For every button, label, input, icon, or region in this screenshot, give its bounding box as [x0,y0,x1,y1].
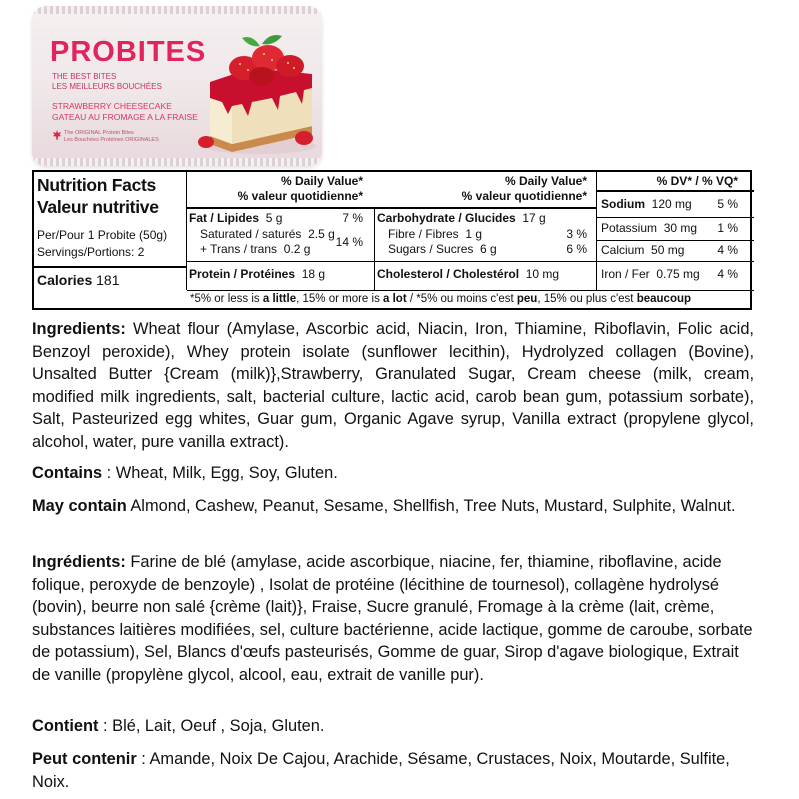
may-contain-en-label: May contain [32,497,127,515]
iron-value: 0.75 mg [656,267,700,281]
maple-leaf-icon [52,130,62,140]
potassium-rule [597,240,754,241]
nutrition-title-en: Nutrition Facts [37,175,156,195]
protein-label: Protein / Protéines [189,267,296,281]
sodium-rule [597,217,754,218]
potassium-label: Potassium [601,221,658,235]
ingredients-fr-text: Farine de blé (amylase, acide ascorbique, niacine, fer, thiamine, riboflavine, acide folique, peroxyde de benzoyle) , Isolat de protéine (lécithine de tournesol), collagène hydrolysé (bovin), beurre non salé {crème (lait)}, Fraise, Sucre granulé, Fromage à la crème (lait, crème, substances laitières modifiées, sel, culture bactérienne, acide lactique, gomme de caroube, sorbate de potassium), Sel, Blancs d'œufs pasteurisés, Gomme de guar, Sirop d'agave biologique, Extrait de vanille (propylène glycol, alcool, eau, extrait de vanille pur). [32,553,753,684]
footnote-bold-4: beaucoup [636,293,692,305]
calories-rule [34,266,186,268]
fibre-value: 1 g [465,227,483,241]
calories-row [37,272,120,288]
header-rule [187,207,596,209]
footnote-bold-3: peu [516,293,538,305]
package-original-line [64,130,174,144]
footnote [190,293,691,306]
fat-dv: 7 % [342,211,363,225]
dv-vq-header: % DV* / % VQ* [656,174,738,188]
trans-label: + Trans / trans [200,242,278,256]
minerals-header-rule [597,190,754,192]
saturated-row [200,228,335,242]
divider-2 [374,208,375,290]
protein-rule [187,261,374,262]
contains-en-text: : Wheat, Milk, Egg, Soy, Gluten. [102,464,338,482]
tagline-fr: LES MEILLEURS BOUCHÉES [52,82,162,91]
carb-row [377,212,546,226]
ingredients-en-label: Ingredients: [32,320,126,338]
may-contain-fr-label: Peut contenir [32,750,137,768]
trans-row [200,243,310,257]
carb-value: 17 g [522,211,546,225]
calories-label: Calories [37,272,93,288]
cheesecake-illustration [192,18,320,158]
potassium-value: 30 mg [663,221,698,235]
dv-header-en-2: % Daily Value* [504,174,587,188]
nutrition-facts-panel [32,170,752,310]
serving-size: Per/Pour 1 Probite (50g) [37,228,168,242]
carb-label: Carbohydrate / Glucides [377,211,516,225]
fat-row [189,212,282,226]
package-crimp-top [32,6,322,14]
tagline-en: THE BEST BITES [52,72,117,81]
sugars-row [388,243,497,257]
footnote-bold-1: a little [262,293,297,305]
calcium-row [601,244,684,258]
ingredients-fr [32,551,754,686]
divider-1 [186,172,187,290]
contains-fr [32,715,754,738]
may-contain-en-text: Almond, Cashew, Peanut, Sesame, Shellfish, Tree Nuts, Mustard, Sulphite, Walnut. [126,497,736,515]
footnote-text-1: *5% or less is [190,293,263,305]
sodium-dv: 5 % [717,197,738,211]
brand-logo: PROBITES [50,36,207,68]
iron-row [601,268,700,282]
sugars-label: Sugars / Sucres [388,242,474,256]
fibre-label: Fibre / Fibres [388,227,459,241]
fibre-dv: 3 % [566,227,587,241]
flavour-en: STRAWBERRY CHEESECAKE [52,101,172,111]
original-en: The ORIGINAL Protein Bites [64,130,134,136]
sodium-row [601,198,692,212]
nutrition-title-fr: Valeur nutritive [37,197,159,217]
product-package [32,6,322,166]
may-contain-fr [32,748,754,793]
saturated-label: Saturated / saturés [200,227,302,241]
dv-header-en-1: % Daily Value* [280,174,363,188]
potassium-dv: 1 % [717,221,738,235]
sodium-label: Sodium [601,197,645,211]
dv-header-fr-1: % valeur quotidienne* [237,189,363,203]
may-contain-fr-text: : Amande, Noix De Cajou, Arachide, Sésame, Crustaces, Noix, Moutarde, Sulfite, Noix. [32,750,730,791]
package-tagline [52,72,182,92]
contains-fr-text: : Blé, Lait, Oeuf , Soja, Gluten. [98,717,325,735]
iron-label: Iron / Fer [601,267,650,281]
contains-en-label: Contains [32,464,103,482]
cholesterol-value: 10 mg [525,267,560,281]
fibre-row [388,228,482,242]
protein-row [189,268,325,282]
iron-dv: 4 % [717,267,738,281]
sugars-value: 6 g [480,242,497,256]
footnote-text-4: , 15% ou plus c'est [537,293,637,305]
original-fr: Les Bouchées Protéines ORIGINALES [64,137,159,143]
calcium-value: 50 mg [651,243,685,257]
fat-label: Fat / Lipides [189,211,260,225]
cholesterol-label: Cholesterol / Cholestérol [377,267,520,281]
footnote-text-3: / *5% ou moins c'est [406,293,517,305]
footnote-text-2: , 15% or more is [296,293,384,305]
calcium-rule [597,261,754,262]
footnote-bold-2: a lot [383,293,407,305]
footnote-rule [187,290,754,291]
may-contain-en [32,495,754,518]
calories-value: 181 [96,272,120,288]
sat-trans-dv: 14 % [335,235,363,249]
cholesterol-rule [375,261,596,262]
cholesterol-row [377,268,559,282]
trans-value: 0.2 g [283,242,311,256]
saturated-value: 2.5 g [308,227,335,241]
flavour-fr: GATEAU AU FROMAGE A LA FRAISE [52,112,198,122]
sodium-value: 120 mg [651,197,692,211]
protein-value: 18 g [301,267,326,281]
calcium-dv: 4 % [717,243,738,257]
ingredients-fr-label: Ingrédients: [32,553,126,571]
potassium-row [601,222,697,236]
contains-en [32,462,754,485]
servings-per-container: Servings/Portions: 2 [37,245,145,259]
package-crimp-bottom [32,158,322,166]
dv-header-fr-2: % valeur quotidienne* [461,189,587,203]
contains-fr-label: Contient [32,717,99,735]
ingredients-en [32,318,754,453]
calcium-label: Calcium [601,243,645,257]
ingredients-en-text: Wheat flour (Amylase, Ascorbic acid, Niacin, Iron, Thiamine, Riboflavin, Folic acid, Benzoyl peroxide), Whey protein isolate (sunflower lecithin), Hydrolyzed collagen (Bovine), Unsalted Butter {Cream (milk)},Strawberry, Granulated Sugar, Cream cheese (milk, cream, modified milk ingredients, salt, bacterial culture, lactic acid, carob bean gum, potassium sorbate), Salt, Pasteurized egg whites, Guar gum, Organic Agave syrup, Vanilla extract (propylene glycol, alcohol, water, pure vanilla extract). [32,320,754,451]
fat-value: 5 g [265,211,283,225]
sugars-dv: 6 % [566,242,587,256]
